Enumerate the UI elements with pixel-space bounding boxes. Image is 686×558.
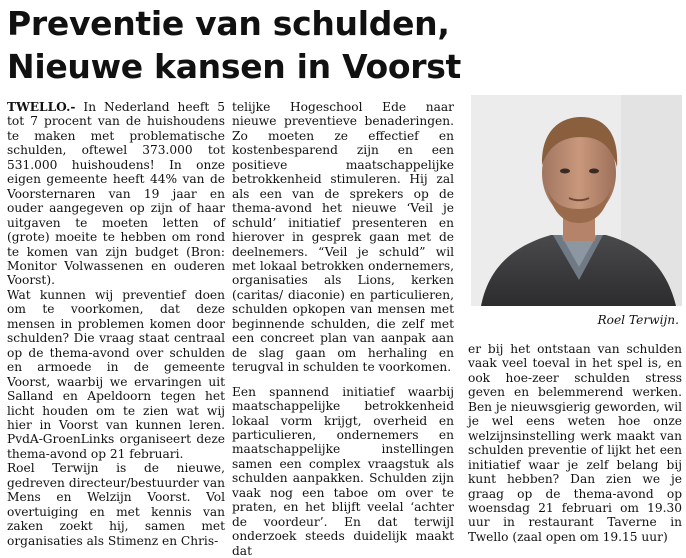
- paragraph: [7, 100, 225, 288]
- photo-caption: Roel Terwijn.: [597, 313, 679, 327]
- paragraph: Wat kunnen wij preventief doen om te voorkomen, dat deze mensen in problemen komen door schulden? Die vraag staat centraal op de thema-avond over schulden en armoede in de gemeente Voorst, waarbij we ervaringen uit Salland en Apeldoorn tegen het licht houden om te zien wat wij hier in Voorst van kunnen leren. PvdA-GroenLinks organiseert deze thema-avond op 21 februari.: [7, 287, 225, 461]
- article-column-3: [468, 342, 682, 544]
- portrait-photo: [471, 95, 682, 306]
- article-column-2: [232, 100, 454, 558]
- paragraph: Een spannend initiatief waarbij maatschappelijke betrokkenheid lokaal vorm krijgt, overheid en particulieren, ondernemers en maatschappelijke instellingen samen een complex vraagstuk als schulden aanpakken. Schulden zijn vaak nog een taboe om over te praten, en het blijft veelal ‘achter de voordeur’. En dat terwijl onderzoek steeds duidelijk maakt dat: [232, 384, 454, 558]
- paragraph-text: In Nederland heeft 5 tot 7 procent van de huishoudens te maken met problematische schulden, oftewel 373.000 tot 531.000 huishoudens! In onze eigen gemeente heeft 44% van de Voorsternaren van 19 jaar en ouder aangegeven op zijn of haar uitgaven te moeten letten of (grote) moeite te hebben om rond te komen van zijn budget (Bron: Monitor Volwassenen en ouderen Voorst).: [7, 100, 225, 288]
- dateline: TWELLO.-: [7, 100, 76, 114]
- portrait-illustration: [471, 95, 682, 306]
- headline: [7, 2, 679, 88]
- headline-line-1: Preventie van schulden,: [7, 4, 450, 43]
- article-column-1: [7, 100, 225, 548]
- headline-line-2: Nieuwe kansen in Voorst: [7, 47, 462, 86]
- paragraph: er bij het ontstaan van schulden vaak veel toeval in het spel is, en ook hoe-zeer schulden stress geven en belemmerend werken. Ben je nieuwsgierig geworden, wil je wel eens weten hoe onze welzijnsinstelling werk maakt van schulden preventie of lijkt het een initiatief waar je zelf belang bij kunt hebben? Dan zien we je graag op de thema-avond op woensdag 21 februari om 19.30 uur in restaurant Taverne in Twello (zaal open om 19.15 uur): [468, 342, 683, 544]
- paragraph: Roel Terwijn is de nieuwe, gedreven directeur/bestuurder van Mens en Welzijn Voorst. Vol overtuiging en met kennis van zaken zoekt hij, samen met organisaties als Stimenz en Chris-: [7, 461, 225, 548]
- paragraph: telijke Hogeschool Ede naar nieuwe preventieve benaderingen. Zo moeten ze effectief en kostenbesparend zijn en een positieve maatschappelijke betrokkenheid stimuleren. Hij zal als een van de sprekers op de thema-avond het nieuwe ‘Veil je schuld’ initiatief presenteren en hierover in gesprek gaan met de deelnemers. “Veil je schuld” wil met lokaal betrokken ondernemers, organisaties als Lions, kerken (caritas/ diaconie) en particulieren, schulden opkopen van mensen met beginnende schulden, die zelf met een concreet plan van aanpak aan de slag gaan om herhaling en terugval in schulden te voorkomen.: [232, 100, 454, 375]
